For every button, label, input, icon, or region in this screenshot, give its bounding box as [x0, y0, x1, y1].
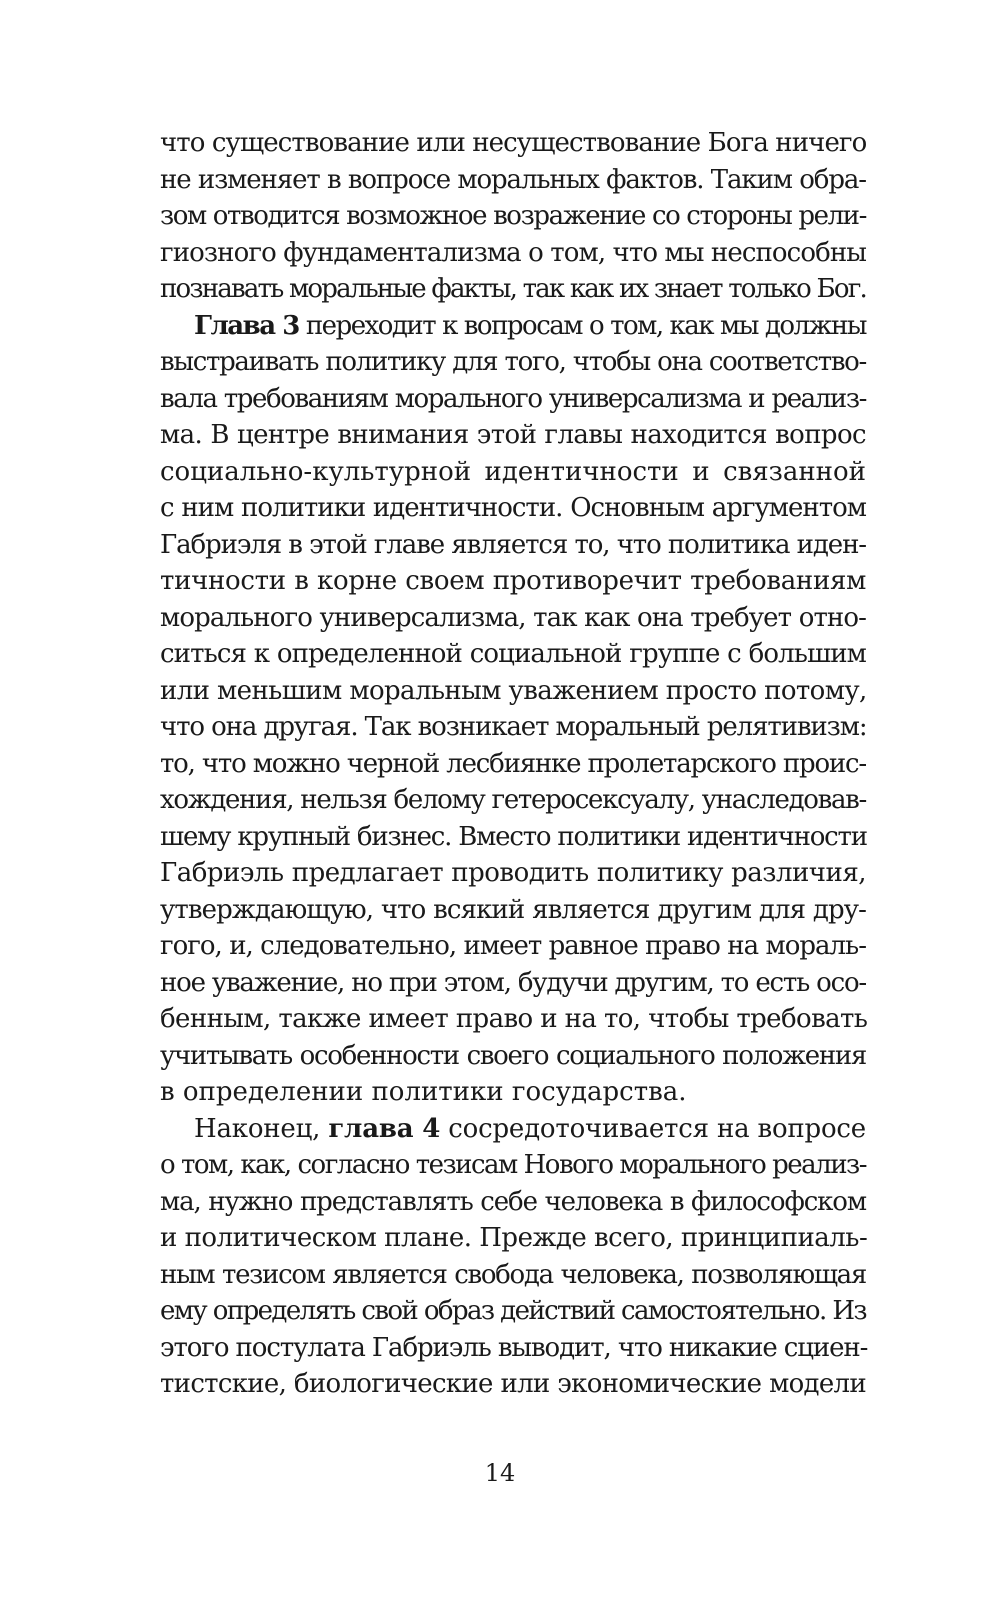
text-line: этого постулата Габриэль выводит, что никакие сциен-: [160, 1332, 868, 1363]
text-line: что она другая. Так возникает моральный релятивизм:: [160, 712, 867, 742]
text-line: Габриэль предлагает проводить политику различия,: [160, 858, 866, 888]
text-line: морального универсализма, так как она требует отно-: [160, 602, 866, 633]
text-line: зом отводится возможное возражение со стороны рели-: [160, 201, 866, 231]
text-line: выстраивать политику для того, чтобы она соответство-: [160, 347, 866, 377]
paragraph-chapter-3: [160, 308, 866, 1111]
text-line: познавать моральные факты, так как их знает только Бог.: [160, 274, 866, 304]
text-line: учитывать особенности своего социального положения: [160, 1040, 866, 1071]
text-line: хождения, нельзя белому гетеросексуалу, унаследовав-: [160, 785, 866, 815]
text-line: в определении политики государства.: [160, 1077, 687, 1107]
text-line: ное уважение, но при этом, будучи другим, то есть осо-: [160, 967, 866, 998]
text-line: вала требованиям морального универсализма и реализ-: [160, 383, 866, 414]
text-line: о том, как, согласно тезисам Нового морального реализ-: [160, 1150, 866, 1180]
text-line: и политическом плане. Прежде всего, принципиаль-: [160, 1223, 868, 1253]
text-line: тистские, биологические или экономические модели: [160, 1369, 866, 1399]
text-line: ему определять свой образ действий самостоятельно. Из: [160, 1296, 866, 1326]
text-line: ма. В центре внимания этой главы находится вопрос: [160, 420, 866, 450]
chapter-reference: Глава 3: [194, 310, 299, 341]
text-line: социально-культурной идентичности и связанной: [160, 456, 866, 487]
text-line: шему крупный бизнес. Вместо политики идентичности: [160, 821, 867, 852]
text-line: гого, и, следовательно, имеет равное право на мораль-: [160, 931, 866, 961]
text-line: Глава 3 переходит к вопросам о том, как мы должны: [194, 310, 867, 341]
text-line: бенным, также имеет право и на то, чтобы требовать: [160, 1004, 868, 1034]
text-line: ма, нужно представлять себе человека в философском: [160, 1186, 866, 1217]
text-line: ситься к определенной социальной группе с большим: [160, 639, 866, 669]
text-line: Габриэля в этой главе является то, что политика иден-: [160, 529, 866, 560]
chapter-reference: глава 4: [328, 1113, 441, 1144]
paragraph: [160, 125, 866, 308]
text-line: не изменяет в вопросе моральных фактов. Таким обра-: [160, 164, 866, 195]
text-line: Наконец, глава 4 сосредоточивается на вопросе: [194, 1113, 866, 1144]
text-line: с ним политики идентичности. Основным аргументом: [160, 493, 866, 523]
text-line: гиозного фундаментализма о том, что мы неспособны: [160, 237, 867, 268]
paragraph-chapter-4: [160, 1111, 866, 1403]
text-line: утверждающую, что всякий является другим для дру-: [160, 894, 866, 925]
text-line: или меньшим моральным уважением просто потому,: [160, 675, 867, 706]
text-line: тичности в корне своем противоречит требованиям: [160, 566, 866, 596]
text-line: то, что можно черной лесбиянке пролетарского проис-: [160, 748, 866, 779]
text-line: что существование или несуществование Бога ничего: [160, 128, 867, 158]
page-body-text: [160, 125, 866, 1403]
page-number: 14: [484, 1459, 516, 1487]
text-line: ным тезисом является свобода человека, позволяющая: [160, 1259, 866, 1290]
